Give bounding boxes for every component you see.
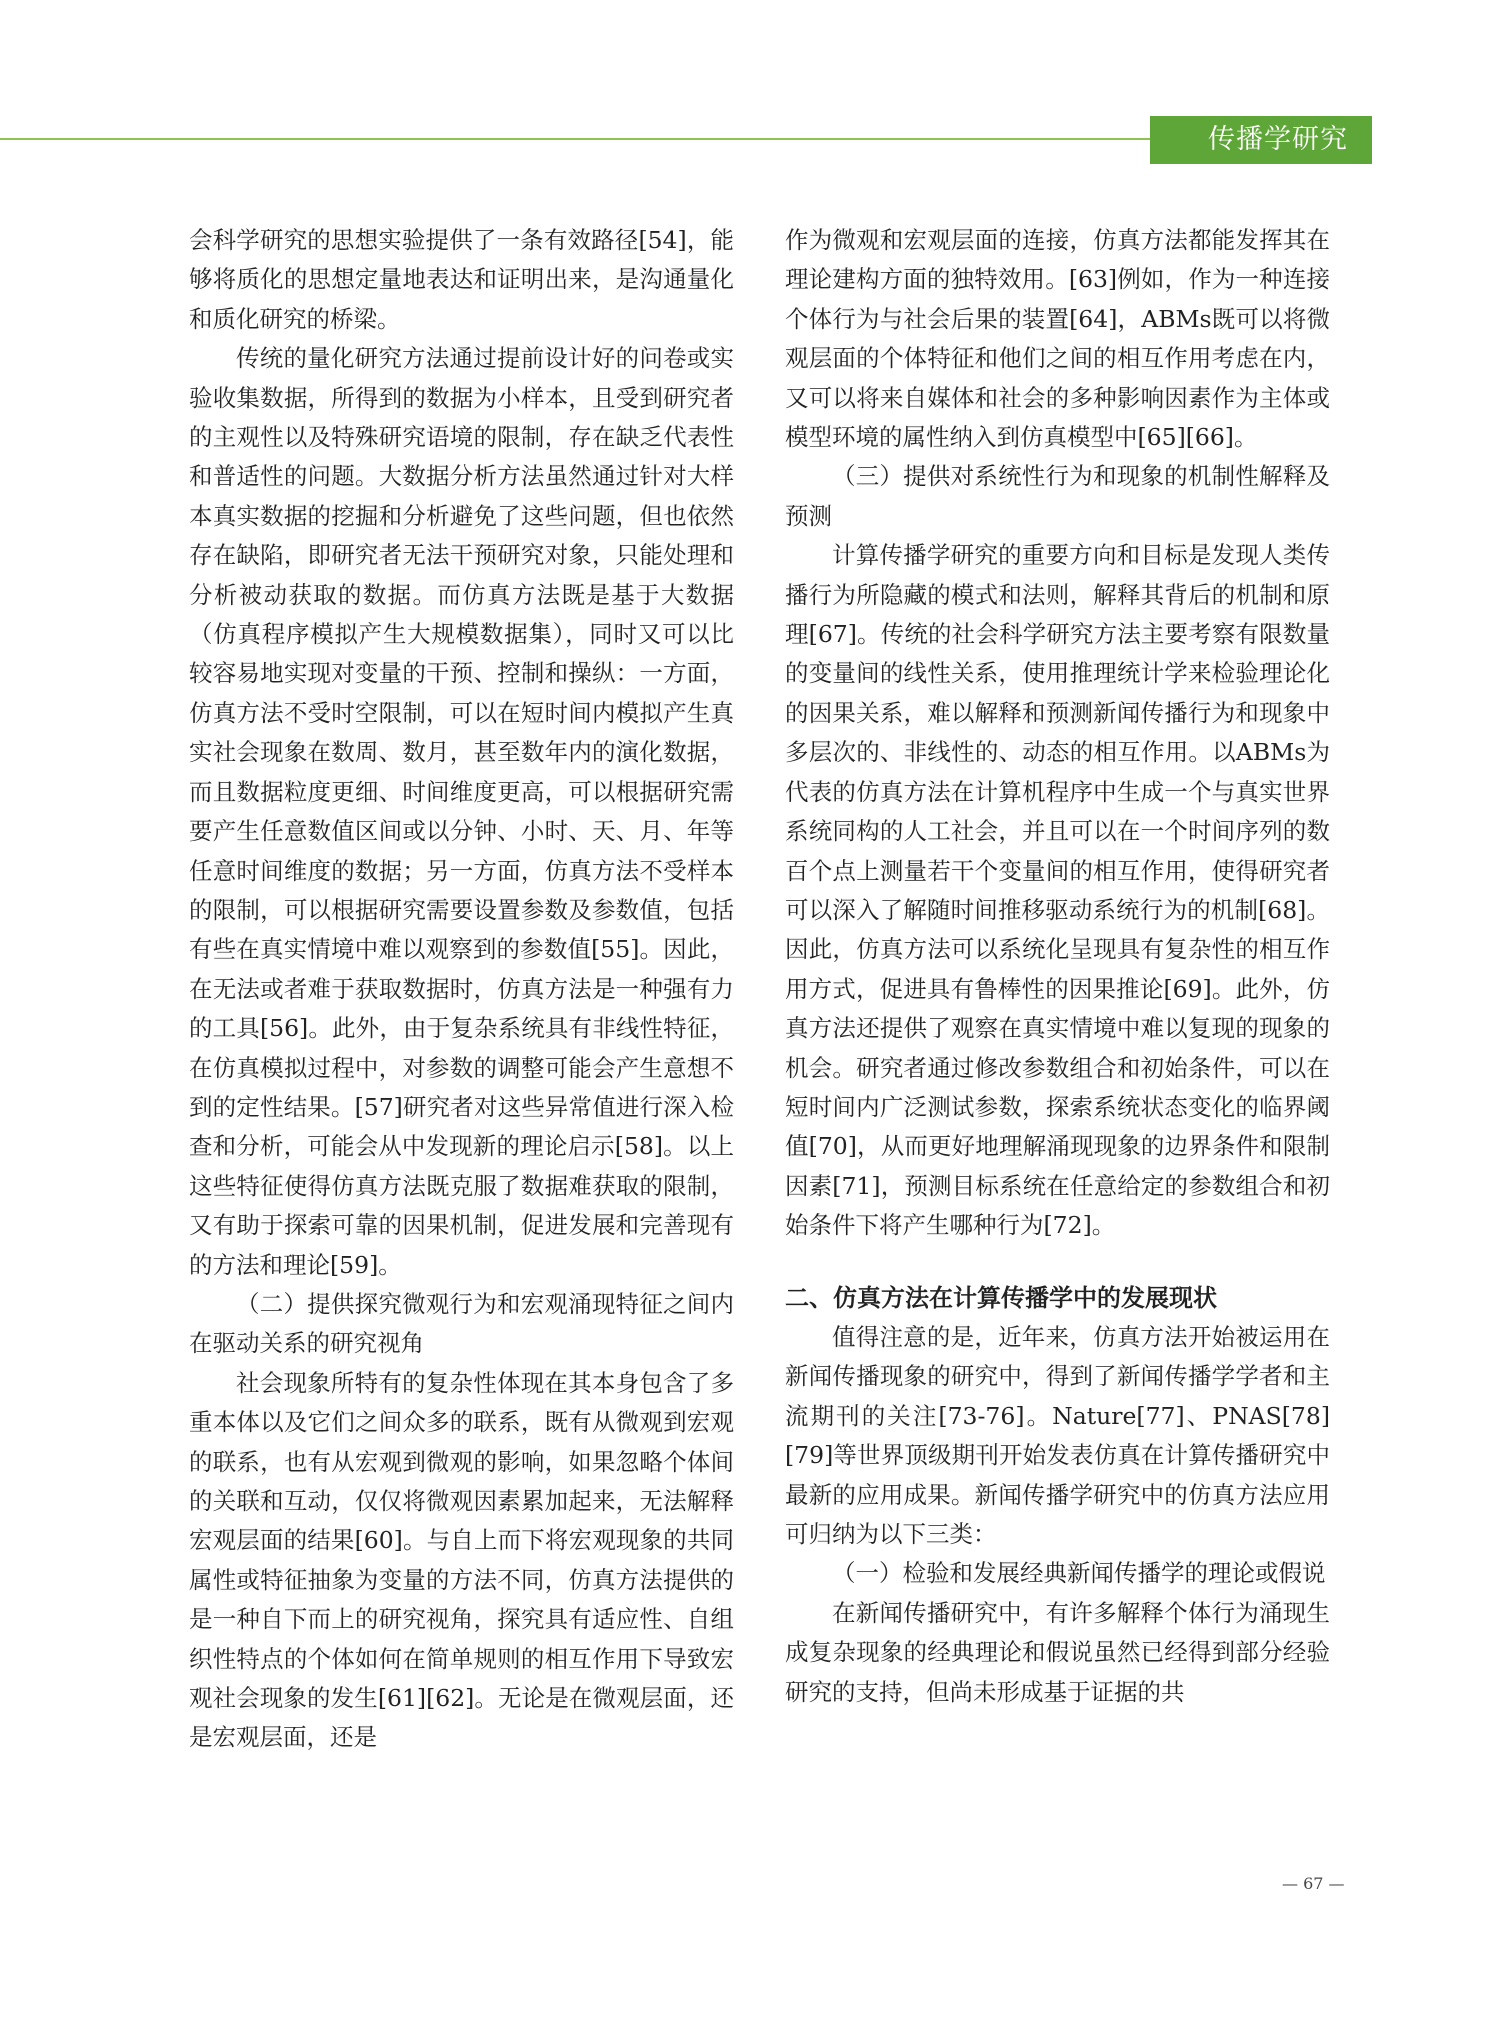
paragraph: 在新闻传播研究中，有许多解释个体行为涌现生成复杂现象的经典理论和假说虽然已经得到部分经验研究的支持，但尚未形成基于证据的共 [785,1598,1330,1706]
paragraph: 传统的量化研究方法通过提前设计好的问卷或实验收集数据，所得到的数据为小样本，且受到研究者的主观性以及特殊研究语境的限制，存在缺乏代表性和普适性的问题。大数据分析方法虽然通过针对大样本真实数据的挖掘和分析避免了这些问题，但也依然存在缺陷，即研究者无法干预研究对象，只能处理和分析被动获取的数据。而仿真方法既是基于大数据（仿真程序模拟产生大规模数据集），同时又可以比较容易地实现对变量的干预、控制和操纵：一方面，仿真方法不受时空限制，可以在短时间内模拟产生真实社会现象在数周、数月，甚至数年内的演化数据，而且数据粒度更细、时间维度更高，可以根据研究需要产生任意数值区间或以分钟、小时、天、月、年等任意时间维度的数据；另一方面，仿真方法不受样本的限制，可以根据研究需要设置参数及参数值，包括有些在真实情境中难以观察到的参数值[55]。因此，在无法或者难于获取数据时，仿真方法是一种强有力的工具[56]。此外，由于复杂系统具有非线性特征，在仿真模拟过程中，对参数的调整可能会产生意想不到的定性结果。[57]研究者对这些异常值进行深入检查和分析，可能会从中发现新的理论启示[58]。以上这些特征使得仿真方法既克服了数据难获取的限制，又有助于探索可靠的因果机制，促进发展和完善现有的方法和理论[59]。 [189,344,734,1279]
header-rule [0,138,1170,140]
subsection-heading: （一）检验和发展经典新闻传播学的理论或假说 [832,1559,1326,1588]
section-heading: 二、仿真方法在计算传播学中的发展现状 [785,1283,1217,1312]
paragraph: 值得注意的是，近年来，仿真方法开始被运用在新闻传播现象的研究中，得到了新闻传播学学者和主流期刊的关注[73-76]。Nature[77]、PNAS[78][79]等世界顶级期刊开始发表仿真在计算传播研究中最新的应用成果。新闻传播学研究中的仿真方法应用可归纳为以下三类： [785,1322,1330,1548]
subsection-heading: （三）提供对系统性行为和现象的机制性解释及预测 [785,462,1330,530]
paragraph: 作为微观和宏观层面的连接，仿真方法都能发挥其在理论建构方面的独特效用。[63]例如，作为一种连接个体行为与社会后果的装置[64]，ABMs既可以将微观层面的个体特征和他们之间的相互作用考虑在内，又可以将来自媒体和社会的多种影响因素作为主体或模型环境的属性纳入到仿真模型中[65][66]。 [785,226,1330,452]
right-column [785,221,1330,1712]
subsection-heading: （二）提供探究微观行为和宏观涌现特征之间内在驱动关系的研究视角 [189,1289,734,1358]
paragraph: 社会现象所特有的复杂性体现在其本身包含了多重本体以及它们之间众多的联系，既有从微观到宏观的联系，也有从宏观到微观的影响，如果忽略个体间的关联和互动，仅仅将微观因素累加起来，无法解释宏观层面的结果[60]。与自上而下将宏观现象的共同属性或特征抽象为变量的方法不同，仿真方法提供的是一种自下而上的研究视角，探究具有适应性、自组织性特点的个体如何在简单规则的相互作用下导致宏观社会现象的发生[61][62]。无论是在微观层面，还是宏观层面，还是 [189,1368,734,1752]
section-title: 传播学研究 [1150,116,1372,164]
page-number: — 67 — [1282,1874,1345,1893]
paragraph: 会科学研究的思想实验提供了一条有效路径[54]，能够将质化的思想定量地表达和证明出来，是沟通量化和质化研究的桥梁。 [189,226,734,333]
left-column [189,221,734,1758]
paragraph: 计算传播学研究的重要方向和目标是发现人类传播行为所隐藏的模式和法则，解释其背后的机制和原理[67]。传统的社会科学研究方法主要考察有限数量的变量间的线性关系，使用推理统计学来检验理论化的因果关系，难以解释和预测新闻传播行为和现象中多层次的、非线性的、动态的相互作用。以ABMs为代表的仿真方法在计算机程序中生成一个与真实世界系统同构的人工社会，并且可以在一个时间序列的数百个点上测量若干个变量间的相互作用，使得研究者可以深入了解随时间推移驱动系统行为的机制[68]。因此，仿真方法可以系统化呈现具有复杂性的相互作用方式，促进具有鲁棒性的因果推论[69]。此外，仿真方法还提供了观察在真实情境中难以复现的现象的机会。研究者通过修改参数组合和初始条件，可以在短时间内广泛测试参数，探索系统状态变化的临界阈值[70]，从而更好地理解涌现现象的边界条件和限制因素[71]，预测目标系统在任意给定的参数组合和初始条件下将产生哪种行为[72]。 [785,541,1330,1240]
